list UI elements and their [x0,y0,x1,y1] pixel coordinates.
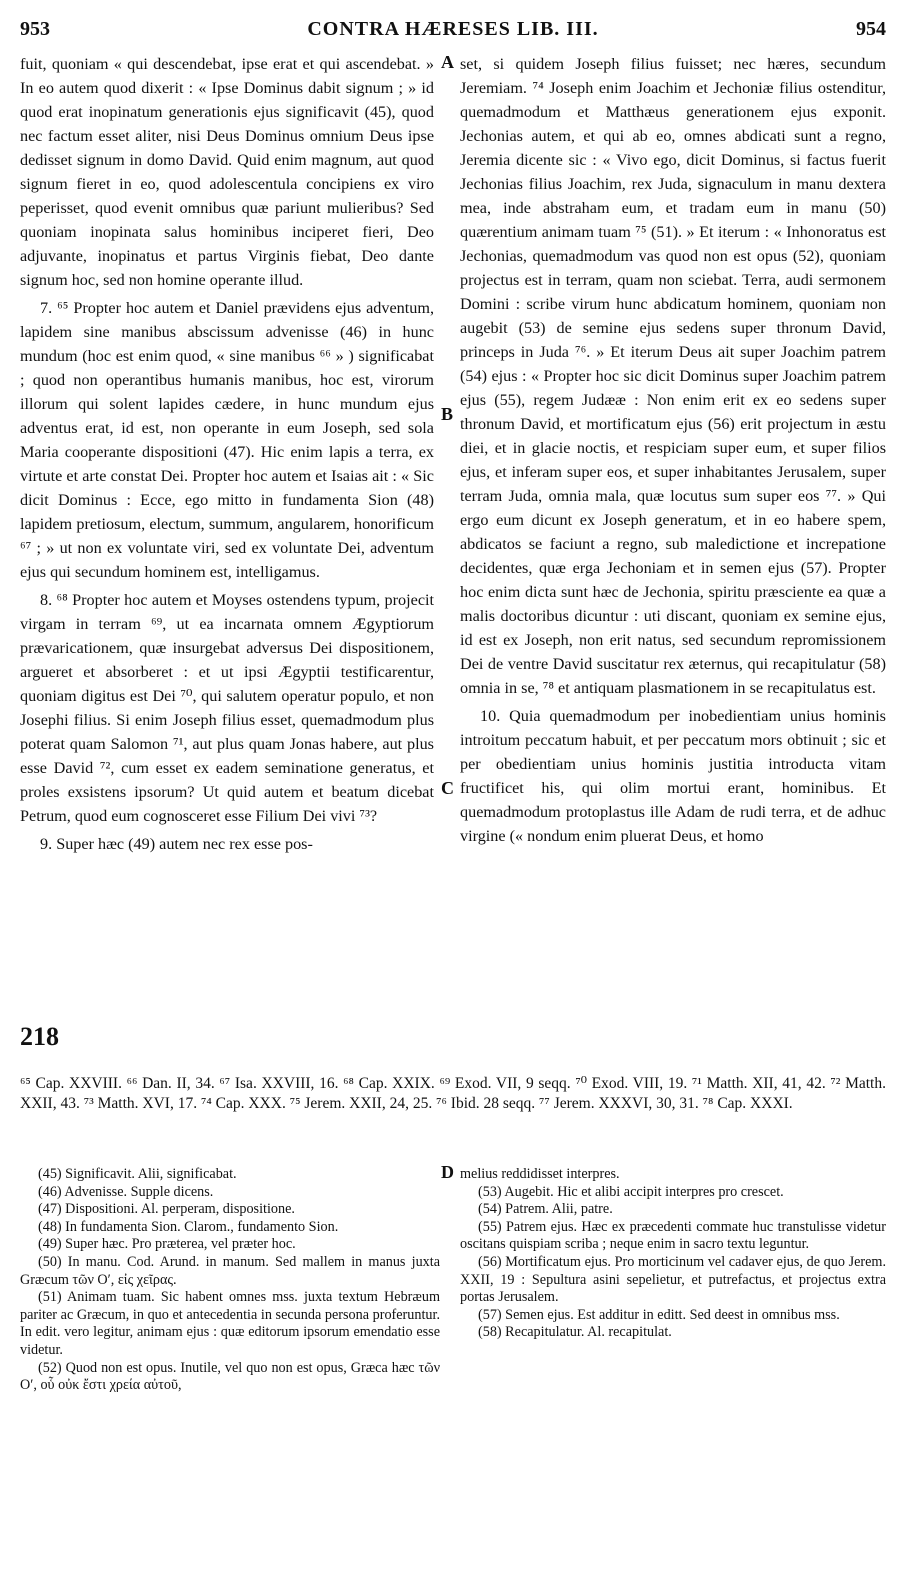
footnote: (52) Quod non est opus. Inutile, vel quo non est opus, Græca hæc τῶν Οʹ, οὗ οὐκ ἔστι χρεία αὐτοῦ, [20,1359,440,1394]
paragraph: fuit, quoniam « qui descendebat, ipse erat et qui ascendebat. » In eo autem quod dixerit : « Ipse Dominus dabit signum ; » id quod erat inopinatum generationis ejus significavit (45), quod nec factum esset aliter, nisi Deus Dominus omnium Deus ipse dedisset signum in domo David. Quid enim magnum, aut quod signum fieret in eo, quod adolescentula concipiens ex viro peperisset, quod evenit omnibus quæ pariunt mulieribus? Sed quoniam inopinata salus hominibus inciperet fieri, Deo adjuvante, inopinatus et partus Virginis fiebat, Deo dante signum hoc, sed non homine operante illud. [20,55,434,289]
footnote: (50) In manu. Cod. Arund. in manum. Sed mallem in manus juxta Græcum τῶν Οʹ, εἰς χεῖρας. [20,1253,440,1288]
paragraph: set, si quidem Joseph filius fuisset; nec hæres, secundum Jeremiam. ⁷⁴ Joseph enim Joachim et Jechoniæ filius ostenditur, quemadmodum et Matthæus generationem ejus exponit. Jechonias autem, et qui ab eo, omnes abdicati sunt a regno, Jeremia dicente sic : « Vivo ego, dicit Dominus, si factus fuerit Jechonias filius Joachim, rex Juda, signaculum in manu dextera mea, inde abstraham eum, et tradam eum in manu (50) quærentium animam tuam ⁷⁵ (51). » Et iterum : « Inhonoratus est Jechonias, quemadmodum vas quod non est opus (52), quoniam projectus est in terram, quam non sciebat. Terra, audi sermonem Domini : scribe virum hunc abdicatum hominem, quoniam non augebit (53) de semine ejus sedens super thronum David, princeps in Juda ⁷⁶. » Et iterum Deus ait super Joachim patrem (54) ejus : « Propter hoc sic dicit Dominus super Joachim patrem ejus (55), regem Judææ : Non enim erit ex eo sedens super thronum David, et mortificatum ejus (56) erit projectum in æstu diei, et in glacie noctis, et respiciam super eum, et super filios ejus, et inferam super eos, et super inhabitantes Jerusalem, super terram Juda, omnia mala, quæ locutus sum super eos ⁷⁷. » Qui ergo eum dicunt ex Joseph generatum, et in eo habere spem, abdicatos se faciunt a regno, sub maledictione et increpatione decidentes, quæ erga Jechoniam et in semen ejus (57). Propter hoc enim dicta sunt hæc de Jechonia, spiritu præsciente ea quæ a malis doctoribus dicuntur : uti discant, quoniam ex semine ejus, id est ex Joseph, non erit natus, sed secundum repromissionem Dei de ventre David suscitatur rex æternus, qui recapitulatur (58) omnia in se, ⁷⁸ et antiquam plasmationem in se recapitulatus est. [460,55,886,697]
footnote: (46) Advenisse. Supple dicens. [38,1183,214,1200]
scripture-references: ⁶⁵ Cap. XXVIII. ⁶⁶ Dan. II, 34. ⁶⁷ Isa. XXVIII, 16. ⁶⁸ Cap. XXIX. ⁶⁹ Exod. VII, 9 seqq. ⁷⁰ Exod. VIII, 19. ⁷¹ Matth. XII, 41, 42. ⁷² Matth. XXII, 43. ⁷³ Matth. XVI, 17. ⁷⁴ Cap. XXX. ⁷⁵ Jerem. XXII, 24, 25. ⁷⁶ Ibid. 28 seqq. ⁷⁷ Jerem. XXXVI, 30, 31. ⁷⁸ Cap. XXXI. [20,1075,886,1112]
margin-letter-c: C [441,778,454,798]
footnote: (58) Recapitulatur. Al. recapitulat. [478,1324,672,1341]
marginal-number: 218 [20,1022,59,1051]
footnotes-left [20,1166,440,1395]
page-header [20,18,886,46]
left-column [20,52,434,856]
paragraph: 10. Quia quemadmodum per inobedientiam unius hominis introitum peccatum habuit, et per peccatum mors obtinuit ; sic et per obedientiam unius hominis justitia introducta vitam fructificet his, qui olim mortui erant, hominibus. Et quemadmodum protoplastus ille Adam de rudi terra, et de adhuc virgine (« nondum enim pluerat Deus, et homo [460,707,886,845]
footnote: (54) Patrem. Alii, patre. [478,1201,613,1218]
footnote: (49) Super hæc. Pro præterea, vel præter hoc. [38,1236,296,1253]
footnote: (55) Patrem ejus. Hæc ex præcedenti commate huc transtulisse videtur oscitans quispiam scriba ; neque enim in sacro textu leguntur. [460,1218,886,1253]
page-number-left: 953 [20,18,50,40]
margin-letter-a: A [441,52,454,72]
paragraph: 7. ⁶⁵ Propter hoc autem et Daniel prævidens ejus adventum, lapidem sine manibus abscissum advenisse (46) in hunc mundum (hoc est enim quod, « sine manibus ⁶⁶ » ) significabat ; quod non operantibus humanis manibus, hoc est, virorum illorum qui solent lapides cædere, in hunc mundum ejus adventus erat, id est, non operante in eum Joseph, sed sola Maria cooperante dispositioni (47). Hic enim lapis a terra, ex virtute et arte constat Dei. Propter hoc autem et Isaias ait : « Sic dicit Dominus : Ecce, ego mitto in fundamenta Sion (48) lapidem pretiosum, electum, summum, angularem, honorificum ⁶⁷ ; » ut non ex voluntate viri, sed ex voluntate Dei, adventum ejus qui secundum hominem est, intelligamus. [20,299,434,581]
footnote: (47) Dispositioni. Al. perperam, dispositione. [38,1201,295,1218]
footnotes-right [460,1166,886,1342]
footnote: (56) Mortificatum ejus. Pro morticinum vel cadaver ejus, de quo Jerem. XXII, 19 : Sepultura asini sepelietur, et putrefactus, et projectus extra portas Jerusalem. [460,1253,886,1306]
page-number-right: 954 [856,18,886,40]
footnote: (45) Significavit. Alii, significabat. [38,1166,237,1182]
footnote: (48) In fundamenta Sion. Clarom., fundamento Sion. [38,1218,339,1235]
paragraph: 9. Super hæc (49) autem nec rex esse pos- [40,835,313,853]
footnote: melius reddidisset interpres. [460,1166,620,1182]
footnote: (53) Augebit. Hic et alibi accipit interpres pro crescet. [478,1183,784,1200]
margin-letter-d: D [441,1162,454,1182]
footnote: (57) Semen ejus. Est additur in editt. Sed deest in omnibus mss. [478,1306,840,1323]
paragraph: 8. ⁶⁸ Propter hoc autem et Moyses ostendens typum, projecit virgam in terram ⁶⁹, ut ea incarnata omnem Ægyptiorum prævaricationem, quæ insurgebat adversus Dei dispositionem, argueret et absorberet : et ut ipsi Ægyptii testificarentur, quoniam digitus est Dei ⁷⁰, qui salutem operatur populo, et non Josephi filius. Si enim Joseph filius esset, quemadmodum plus poterat quam Salomon ⁷¹, aut plus quam Jonas habere, aut plus esse David ⁷², cum esset ex eadem seminatione generatus, et proles exsistens ipsorum? Ut quid autem et beatum dicebat Petrum, quod eum cognosceret esse Filium Dei vivi ⁷³? [20,591,434,825]
footnote: (51) Animam tuam. Sic habent omnes mss. juxta textum Hebræum pariter ac Græcum, in quo et antecedentia in secunda persona proferuntur. In edit. vero legitur, animam ejus : quæ editorum ipsorum emendatio esse videtur. [20,1289,440,1358]
right-column [460,52,886,848]
margin-letter-b: B [441,404,454,424]
running-title: CONTRA HÆRESES LIB. III. [307,18,599,40]
